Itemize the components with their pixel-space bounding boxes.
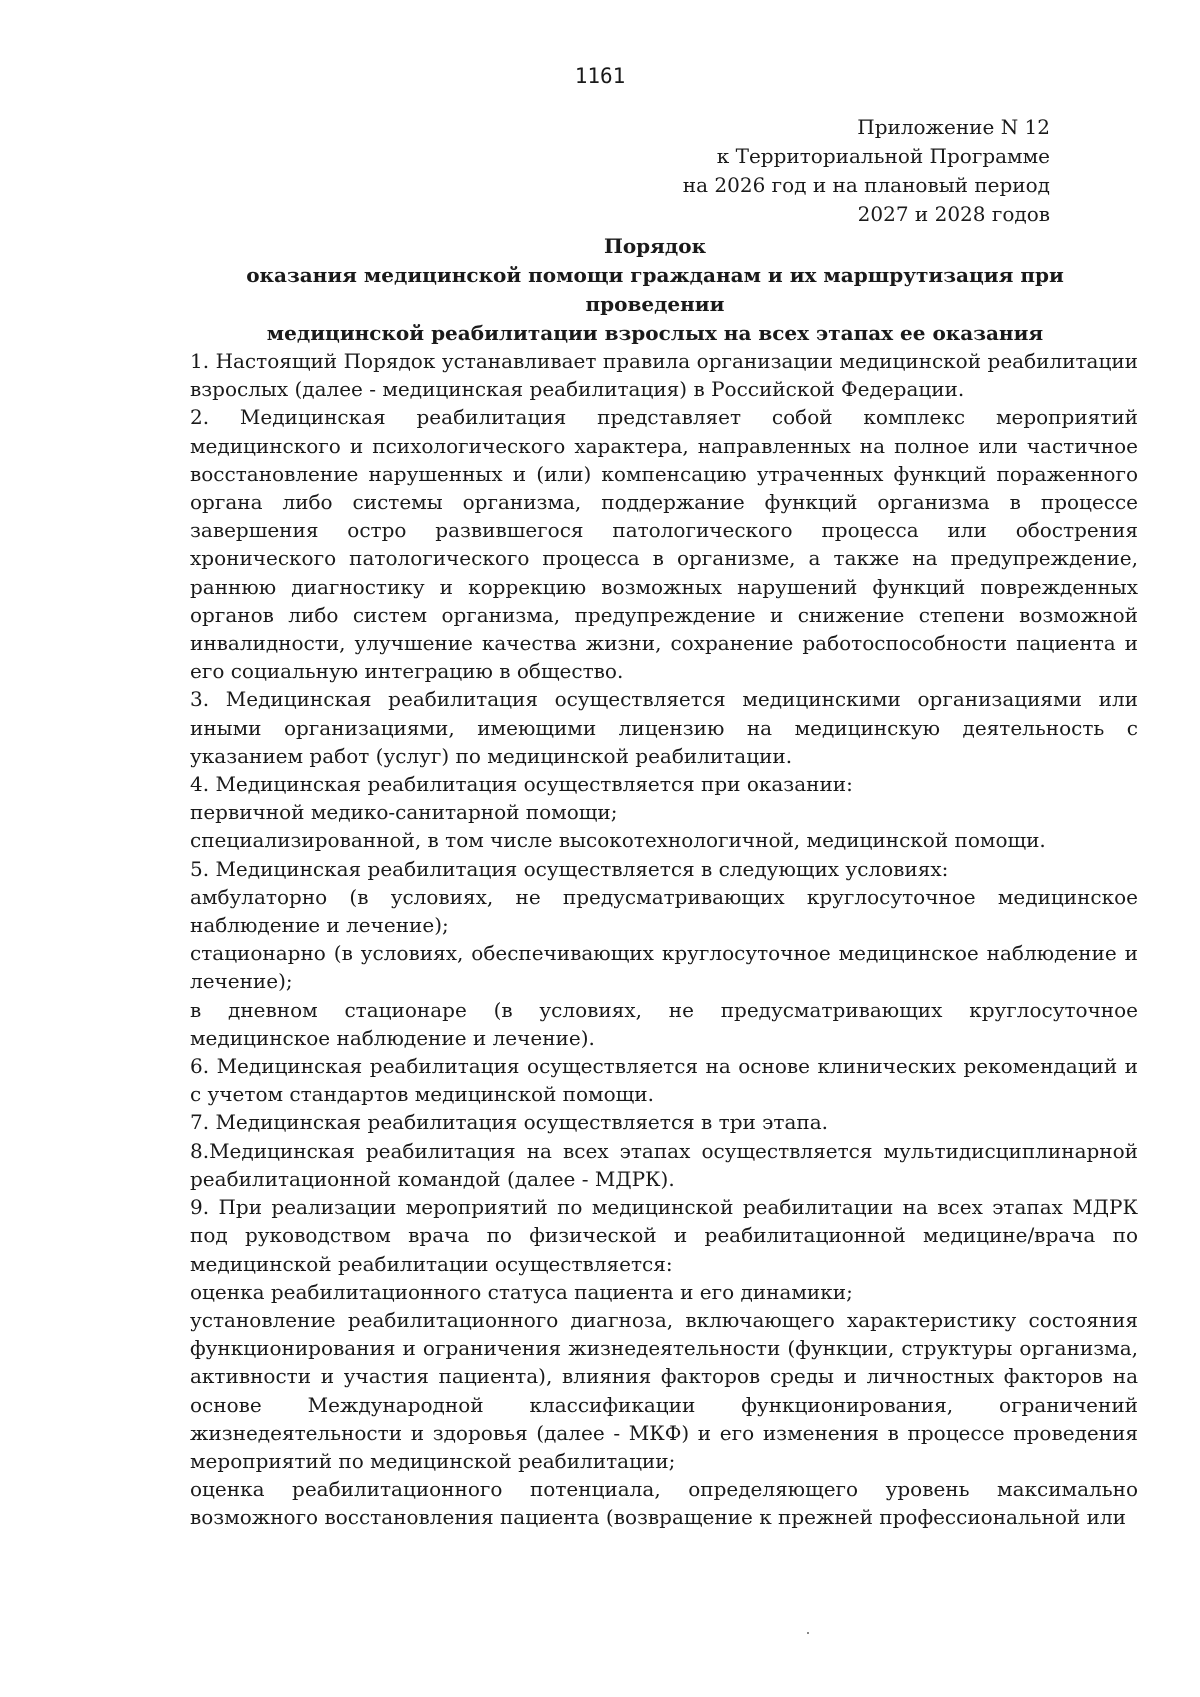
appendix-line: 2027 и 2028 годов <box>857 202 1050 226</box>
appendix-line: на 2026 год и на плановый период <box>682 173 1050 197</box>
paragraph: специализированной, в том числе высокотехнологичной, медицинской помощи. <box>190 828 1046 853</box>
title-line: Порядок <box>603 234 707 258</box>
paragraph: 5. Медицинская реабилитация осуществляется в следующих условиях: <box>190 856 949 881</box>
page-number: 1161 <box>574 64 626 88</box>
paragraph: стационарно (в условиях, обеспечивающих круглосуточное медицинское наблюдение и лечение); <box>190 941 1138 994</box>
title-line: оказания медицинской помощи гражданам и их маршрутизация при проведении <box>246 263 1064 316</box>
paragraph: 9. При реализации мероприятий по медицинской реабилитации на всех этапах МДРК под руководством врача по физической и реабилитационной медицине/врача по медицинской реабилитации осуществляется: <box>190 1195 1138 1276</box>
title-line: медицинской реабилитации взрослых на всех этапах ее оказания <box>266 321 1044 345</box>
paragraph: первичной медико-санитарной помощи; <box>190 800 618 825</box>
paragraph: в дневном стационаре (в условиях, не предусматривающих круглосуточное медицинское наблюдение и лечение). <box>190 997 1138 1050</box>
document-body <box>190 347 1138 1532</box>
document-title <box>180 232 1130 348</box>
scan-speck <box>807 1632 809 1634</box>
paragraph: амбулаторно (в условиях, не предусматривающих круглосуточное медицинское наблюдение и лечение); <box>190 884 1138 938</box>
paragraph: 7. Медицинская реабилитация осуществляется в три этапа. <box>190 1110 828 1135</box>
paragraph: 1. Настоящий Порядок устанавливает правила организации медицинской реабилитации взрослых (далее - медицинская реабилитация) в Российской Федерации. <box>190 349 1138 402</box>
paragraph: 2. Медицинская реабилитация представляет собой комплекс мероприятий медицинского и психологического характера, направленных на полное или частичное восстановление нарушенных и (или) компенсацию утраченных функций пораженного органа либо системы организма, поддержание функций организма в процессе завершения остро развившегося патологического процесса или обострения хронического патологического процесса в организме, а также на предупреждение, раннюю диагностику и коррекцию возможных нарушений функций поврежденных органов либо систем организма, предупреждение и снижение степени возможной инвалидности, улучшение качества жизни, сохранение работоспособности пациента и его социальную интеграцию в общество. <box>190 405 1138 684</box>
paragraph: 3. Медицинская реабилитация осуществляется медицинскими организациями или иными организациями, имеющими лицензию на медицинскую деятельность с указанием работ (услуг) по медицинской реабилитации. <box>190 687 1138 768</box>
paragraph: оценка реабилитационного потенциала, определяющего уровень максимально возможного восстановления пациента (возвращение к прежней профессиональной или <box>190 1477 1138 1530</box>
paragraph: 8.Медицинская реабилитация на всех этапах осуществляется мультидисциплинарной реабилитационной командой (далее - МДРК). <box>190 1138 1138 1191</box>
paragraph: установление реабилитационного диагноза, включающего характеристику состояния функционирования и ограничения жизнедеятельности (функции, структуры организма, активности и участия пациента), влияния факторов среды и личностных факторов на основе Международной классификации функционирования, ограничений жизнедеятельности и здоровья (далее - МКФ) и его изменения в процессе проведения мероприятий по медицинской реабилитации; <box>190 1307 1138 1473</box>
appendix-line: Приложение N 12 <box>857 115 1050 139</box>
appendix-header <box>683 113 1050 229</box>
paragraph: 6. Медицинская реабилитация осуществляется на основе клинических рекомендаций и с учетом стандартов медицинской помощи. <box>190 1054 1138 1107</box>
appendix-line: к Территориальной Программе <box>716 144 1050 168</box>
paragraph: 4. Медицинская реабилитация осуществляется при оказании: <box>190 772 853 797</box>
paragraph: оценка реабилитационного статуса пациента и его динамики; <box>190 1279 853 1304</box>
